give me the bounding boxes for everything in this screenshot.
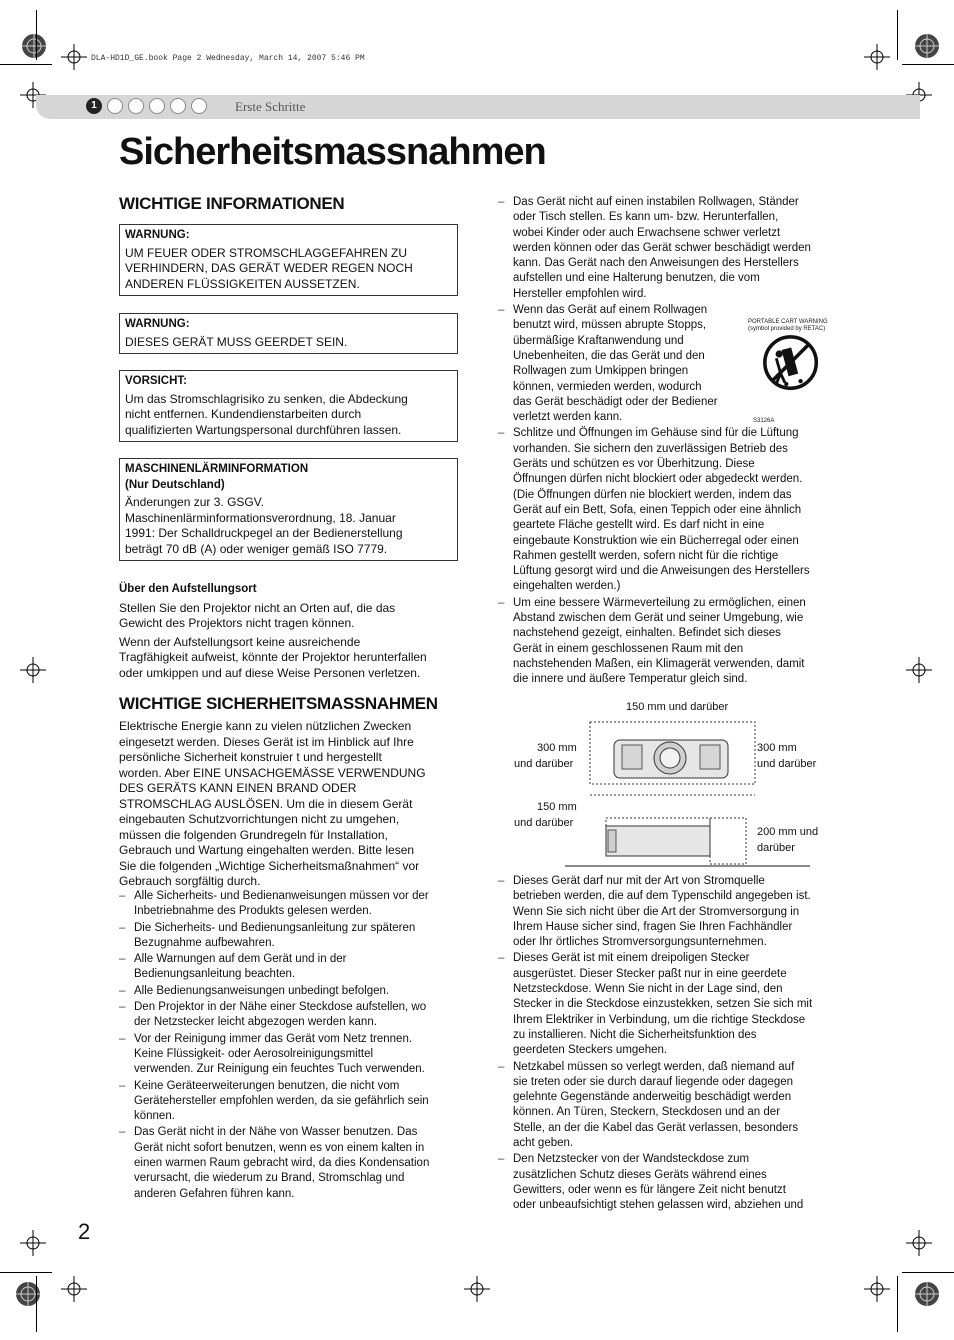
list-item-line: Rollwagen zum Umkippen bringen — [513, 365, 689, 378]
crop-line — [897, 1276, 898, 1332]
crosshair-mark-icon — [906, 657, 932, 683]
list-item-line: Gerät nicht sofort benutzen, wenn es von einem kalten in — [134, 1141, 425, 1154]
crosshair-mark-icon — [61, 44, 87, 70]
text-line: eingebauten Schutzvorrichtungen nicht zu umgehen, — [119, 812, 400, 826]
text-line: Gebrauch sorgfältig durch. — [119, 874, 261, 888]
list-item-line: – Den Projektor in der Nähe einer Steckdose aufstellen, wo — [134, 1001, 427, 1014]
list-item-line: können. An Türen, Steckern, Steckdosen und an der — [513, 1106, 781, 1119]
list-item-line: oder Tisch stellen. Es kann um- bzw. Herunterfallen, — [513, 211, 779, 224]
list-item-line: – Das Gerät nicht in der Nähe von Wasser benutzen. Das — [134, 1126, 418, 1139]
list-item-line: Unebenheiten, die das Gerät und den — [513, 349, 705, 362]
notice-line: Änderungen zur 3. GSGV. — [125, 495, 264, 509]
list-item-line: nachstehend gezeigt, einhalten. Befindet sich dieses — [513, 627, 781, 640]
list-item-line: aufstellen und eine Halterung benutzen, die vom — [513, 272, 760, 285]
list-item-line: einen warmen Raum gebracht wird, da dies Kondensation — [134, 1157, 430, 1170]
notice-line: ANDEREN FLÜSSIGKEITEN AUSSETZEN. — [125, 276, 360, 291]
list-item-line: Lüftung gesorgt wird und die Anweisungen des Herstellers — [513, 565, 810, 578]
clearance-right-label-b: und darüber — [757, 758, 817, 770]
notice-title: MASCHINENLÄRMINFORMATION — [125, 463, 309, 475]
list-item-line: Bezugnahme aufbewahren. — [134, 936, 275, 949]
list-item-line: der Netzstecker leicht abgezogen werden kann. — [134, 1016, 377, 1029]
list-item — [119, 889, 464, 920]
crop-line — [0, 1272, 52, 1273]
clearance-side-label-b: und darüber — [514, 817, 574, 829]
crosshair-mark-icon — [61, 1276, 87, 1302]
safety-intro-paragraph — [119, 719, 464, 890]
registration-mark-icon — [914, 33, 940, 59]
list-item-line: – Alle Sicherheits- und Bedienanweisungen müssen vor der — [134, 890, 429, 902]
step-dot — [107, 98, 123, 114]
safety-rules-list — [119, 889, 464, 1203]
list-item — [119, 952, 464, 983]
text-line: worden. Aber EINE UNSACHGEMÄSSE VERWENDUNG — [119, 765, 426, 780]
clearance-top-label: 150 mm und darüber — [626, 701, 729, 713]
notice-line: qualifizierten Wartungspersonal durchführen lassen. — [125, 422, 402, 437]
text-line: Gebrauch und Wartung eingehalten werden. Bitte lesen — [119, 843, 415, 857]
notice-line: beträgt 70 dB (A) oder weniger gemäß ISO 7779. — [125, 541, 388, 556]
crosshair-mark-icon — [464, 1276, 490, 1302]
safety-rules-list-right — [498, 195, 843, 689]
list-item-line: Inbetriebnahme des Produkts gelesen werden. — [134, 905, 372, 918]
crop-line — [897, 10, 898, 60]
cart-warning-caption — [748, 319, 828, 333]
list-item — [498, 1152, 843, 1213]
clearance-left-label-b: und darüber — [514, 758, 574, 770]
cart-warning-title: PORTABLE CART WARNING — [748, 319, 828, 325]
list-item-line: Gerätehersteller empfohlen werden, da sie gefährlich sein — [134, 1094, 429, 1107]
list-item-line: Öffnungen dürfen nicht blockiert oder abgedeckt werden. — [513, 473, 803, 486]
list-item — [119, 1125, 464, 1201]
clearance-rear-label-a: 200 mm und — [757, 826, 819, 838]
cart-tipover-warning-icon — [746, 334, 838, 414]
notice-line: nicht entfernen. Kundendienstarbeiten durch — [125, 407, 362, 421]
text-line: Tragfähigkeit aufweist, könnte der Projektor herunterfallen — [119, 650, 427, 664]
notice-line: UM FEUER ODER STROMSCHLAGGEFAHREN ZU — [125, 245, 408, 260]
list-item-line: eingehalten werden.) — [513, 580, 621, 593]
notice-box — [119, 370, 458, 442]
text-line: eingesetzt werden. Dieses Gerät ist im Hinblick auf Ihre — [119, 734, 414, 749]
list-item-line: gelehnte Gegenstände anderweitig beschädigt werden — [513, 1091, 792, 1104]
list-item-line: anderen Gefahren führen kann. — [134, 1187, 295, 1200]
list-item-line: – Netzkabel müssen so verlegt werden, daß niemand auf — [513, 1060, 795, 1073]
list-item-line: können, vermieden werden, wodurch — [513, 380, 702, 393]
list-item-line: acht geben. — [513, 1137, 574, 1150]
notice-body — [125, 246, 452, 293]
list-item — [498, 874, 843, 950]
notice-body — [125, 392, 452, 439]
list-item-line: (Die Öffnungen dürfen nie blockiert werden, indem das — [513, 488, 792, 501]
list-item-line: können. — [134, 1110, 175, 1123]
crop-line — [0, 64, 52, 65]
chapter-name: Erste Schritte — [235, 99, 306, 114]
list-item — [498, 426, 843, 594]
notice-title: WARNUNG: — [125, 229, 190, 241]
text-line: Elektrische Energie kann zu vielen nützlichen Zwecken — [119, 719, 412, 733]
list-item-line: Ihrem Elektriker in Verbindung, um die richtige Steckdose — [513, 1013, 806, 1026]
list-item-line: Stelle, an der die Kabel das Gerät verlassen, besonders — [513, 1121, 799, 1134]
crop-line — [36, 1276, 37, 1332]
list-item-line: verursacht, die wiederum zu Brand, Stromschlag und — [134, 1172, 405, 1185]
list-item-line: benutzt wird, müssen abrupte Stopps, — [513, 319, 707, 332]
list-item-line: eingebaute Konstruktion wie ein Bücherregal oder einen — [513, 534, 799, 547]
list-item-line: Abstand zwischen dem Gerät und seiner Umgebung, wie — [513, 612, 804, 625]
step-dot — [128, 98, 144, 114]
installation-site-heading: Über den Aufstellungsort — [119, 583, 257, 595]
list-item — [498, 951, 843, 1058]
text-line: persönliche Sicherheit konstruier t und hergestellt — [119, 750, 382, 764]
crosshair-mark-icon — [20, 1230, 46, 1256]
list-item-line: – Keine Geräteerweiterungen benutzen, die nicht vom — [134, 1079, 400, 1092]
crop-line — [902, 64, 954, 65]
list-item-line: – Vor der Reinigung immer das Gerät vom Netz trennen. — [134, 1032, 413, 1045]
list-item-line: übermäßige Kraftanwendung und — [513, 334, 684, 347]
list-item-line: – Dieses Gerät darf nur mit der Art von Stromquelle — [513, 875, 765, 887]
list-item-line: geerdeten Steckers umgehen. — [513, 1044, 668, 1057]
notice-line: VERHINDERN, DAS GERÄT WEDER REGEN NOCH — [125, 261, 413, 275]
clearance-rear-label-b: darüber — [757, 842, 795, 854]
list-item — [498, 596, 843, 688]
list-item-line: wobei Kinder oder auch Erwachsene schwer verletzt — [513, 226, 781, 239]
list-item — [119, 1032, 464, 1078]
clearance-left-label-a: 300 mm — [537, 742, 577, 754]
list-item-line: – Alle Bedienungsanweisungen unbedingt befolgen. — [134, 984, 390, 997]
list-item-line: das Gerät beschädigt oder der Bediener — [513, 395, 718, 408]
list-item — [119, 1000, 464, 1031]
page-title: Sicherheitsmassnahmen — [119, 131, 546, 173]
list-item-line: Gerät auf ein Bett, Sofa, einen Teppich oder eine ähnlich — [513, 503, 802, 516]
clearance-side-label-a: 150 mm — [537, 801, 577, 813]
list-item-line: – Schlitze und Öffnungen im Gehäuse sind für die Lüftung — [513, 427, 799, 440]
registration-mark-icon — [15, 1281, 41, 1307]
list-item-line: Gewitters, oder wenn es für längere Zeit nicht benutzt — [513, 1183, 786, 1196]
crosshair-mark-icon — [864, 44, 890, 70]
registration-mark-icon — [21, 33, 47, 59]
list-item-line: – Das Gerät nicht auf einen instabilen Rollwagen, Ständer — [513, 196, 799, 208]
list-item-line: Netzsteckdose. Wenn Sie nicht in der Lage sind, den — [513, 983, 783, 996]
notice-body — [125, 495, 452, 557]
notice-body — [125, 335, 452, 351]
installation-site-section — [119, 582, 464, 681]
crosshair-mark-icon — [906, 1230, 932, 1256]
list-item-line: oder Ihr örtliches Stromversorgungsunternehmen. — [513, 936, 767, 949]
list-item-line: zu installieren. Nicht die Sicherheitsfunktion des — [513, 1028, 757, 1041]
text-line: Sie die folgenden „Wichtige Sicherheitsmaßnahmen“ vor — [119, 858, 420, 873]
notice-box — [119, 458, 458, 561]
step-dot-active: 1 — [86, 98, 102, 114]
registration-mark-icon — [914, 1281, 940, 1307]
list-item-line: sie treten oder sie durch darauf liegende oder dagegen — [513, 1075, 794, 1088]
list-item-line: ausgerüstet. Dieser Stecker paßt nur in eine geerdete — [513, 967, 787, 980]
list-item-line: betrieben werden, die auf dem Typenschild angegeben ist. — [513, 890, 811, 903]
list-item — [119, 1079, 464, 1125]
text-line: oder umkippen und auf diese Weise Personen verletzen. — [119, 665, 421, 680]
chapter-step-indicator — [86, 98, 207, 114]
page-number: 2 — [78, 1219, 91, 1244]
list-item-line: die innere und äußere Temperatur gleich sind. — [513, 673, 748, 686]
installation-site-paragraph-2 — [119, 635, 464, 682]
notice-line: DIESES GERÄT MUSS GEERDET SEIN. — [125, 334, 348, 349]
list-item — [498, 195, 843, 302]
cart-warning-code: S3126A — [753, 418, 775, 424]
list-item-line: werden können oder das Gerät schwer beschädigt werden — [513, 241, 811, 254]
crop-line — [902, 1272, 954, 1273]
crosshair-mark-icon — [864, 1276, 890, 1302]
list-item-line: oder unbeaufsichtigt stehen gelassen wird, abziehen und — [513, 1199, 804, 1212]
list-item-line: – Alle Warnungen auf dem Gerät und in der — [134, 953, 347, 966]
list-item — [498, 1060, 843, 1152]
notice-box — [119, 224, 458, 296]
list-item-line: Gerät in einem geschlossenen Raum mit den — [513, 642, 744, 655]
cart-warning-source: (symbol provided by RETAC) — [748, 326, 826, 332]
list-item-line: Keine Flüssigkeit- oder Aerosolreinigungsmittel — [134, 1047, 374, 1060]
list-item-line: – Den Netzstecker von der Wandsteckdose zum — [513, 1153, 750, 1166]
list-item-line: kann. Das Gerät nach den Anweisungen des Herstellers — [513, 257, 799, 270]
list-item-line: Stecker in die Steckdose einzustekken, setzen Sie sich mit — [513, 998, 813, 1011]
text-line: Stellen Sie den Projektor nicht an Orten auf, die das — [119, 600, 396, 615]
crosshair-mark-icon — [20, 657, 46, 683]
list-item-line: – Die Sicherheits- und Bedienungsanleitung zur späteren — [134, 921, 416, 934]
notice-line: 1991: Der Schalldruckpegel an der Bedienerstellung — [125, 526, 403, 540]
text-line: Wenn der Aufstellungsort keine ausreichende — [119, 634, 361, 649]
list-item-line: – Wenn das Gerät auf einem Rollwagen — [513, 304, 708, 317]
safety-rules-list-right-continued — [498, 874, 843, 1215]
list-item-line: Hersteller empfohlen wird. — [513, 287, 647, 300]
print-info: DLA-HD1D_GE.book Page 2 Wednesday, March 14, 2007 5:46 PM — [91, 54, 365, 63]
notice-subtitle: (Nur Deutschland) — [125, 478, 225, 491]
step-dot — [191, 98, 207, 114]
notice-title: WARNUNG: — [125, 318, 190, 330]
crop-line — [36, 10, 37, 60]
list-item — [119, 921, 464, 952]
step-dot — [149, 98, 165, 114]
list-item-line: Ihrem Hause sicher sind, fragen Sie Ihren Fachhändler — [513, 920, 793, 933]
notice-line: Um das Stromschlagrisiko zu senken, die Abdeckung — [125, 391, 408, 406]
list-item-line: vorhanden. Sie sichern den zuverlässigen Betrieb des — [513, 442, 788, 455]
list-item — [119, 984, 464, 999]
notice-box — [119, 313, 458, 354]
step-dot — [170, 98, 186, 114]
text-line: Gewicht des Projektors nicht tragen können. — [119, 616, 355, 630]
list-item-line: Wenn Sie sich nicht über die Art der Stromversorgung in — [513, 905, 800, 918]
section-heading-safety: WICHTIGE SICHERHEITSMASSNAHMEN — [119, 694, 438, 713]
list-item-line: Geräts und schützen es vor Überhitzung. Diese — [513, 458, 755, 471]
list-item-line: – Dieses Gerät ist mit einem dreipoligen Stecker — [513, 952, 750, 965]
section-heading-important-info: WICHTIGE INFORMATIONEN — [119, 194, 345, 213]
clearance-right-label-a: 300 mm — [757, 742, 797, 754]
text-line: STROMSCHLAG AUSLÖSEN. Um die in diesem Gerät — [119, 796, 413, 811]
list-item-line: verwenden. Zur Reinigung ein feuchtes Tuch verwenden. — [134, 1063, 425, 1076]
notice-title: VORSICHT: — [125, 375, 187, 387]
text-line: DES GERÄTS KANN EINEN BRAND ODER — [119, 781, 357, 795]
notice-line: Maschinenlärminformationsverordnung, 18. Januar — [125, 510, 396, 525]
list-item-line: verletzt werden kann. — [513, 411, 623, 424]
list-item-line: zusätzlichen Schutz dieses Geräts während eines — [513, 1168, 767, 1181]
list-item-line: geartete Fläche gestellt wird. Es darf nicht in eine — [513, 519, 765, 532]
text-line: müssen die folgenden Grundregeln für Installation, — [119, 827, 388, 842]
list-item-line: nachstehenden Maßen, ein Klimagerät verwenden, damit — [513, 657, 805, 670]
list-item-line: – Um eine bessere Wärmeverteilung zu ermöglichen, einen — [513, 596, 806, 609]
installation-site-paragraph-1 — [119, 601, 464, 632]
list-item-line: Bedienungsanleitung beachten. — [134, 968, 296, 981]
list-item-line: Rahmen gestellt werden, sofern nicht für die richtige — [513, 549, 779, 562]
